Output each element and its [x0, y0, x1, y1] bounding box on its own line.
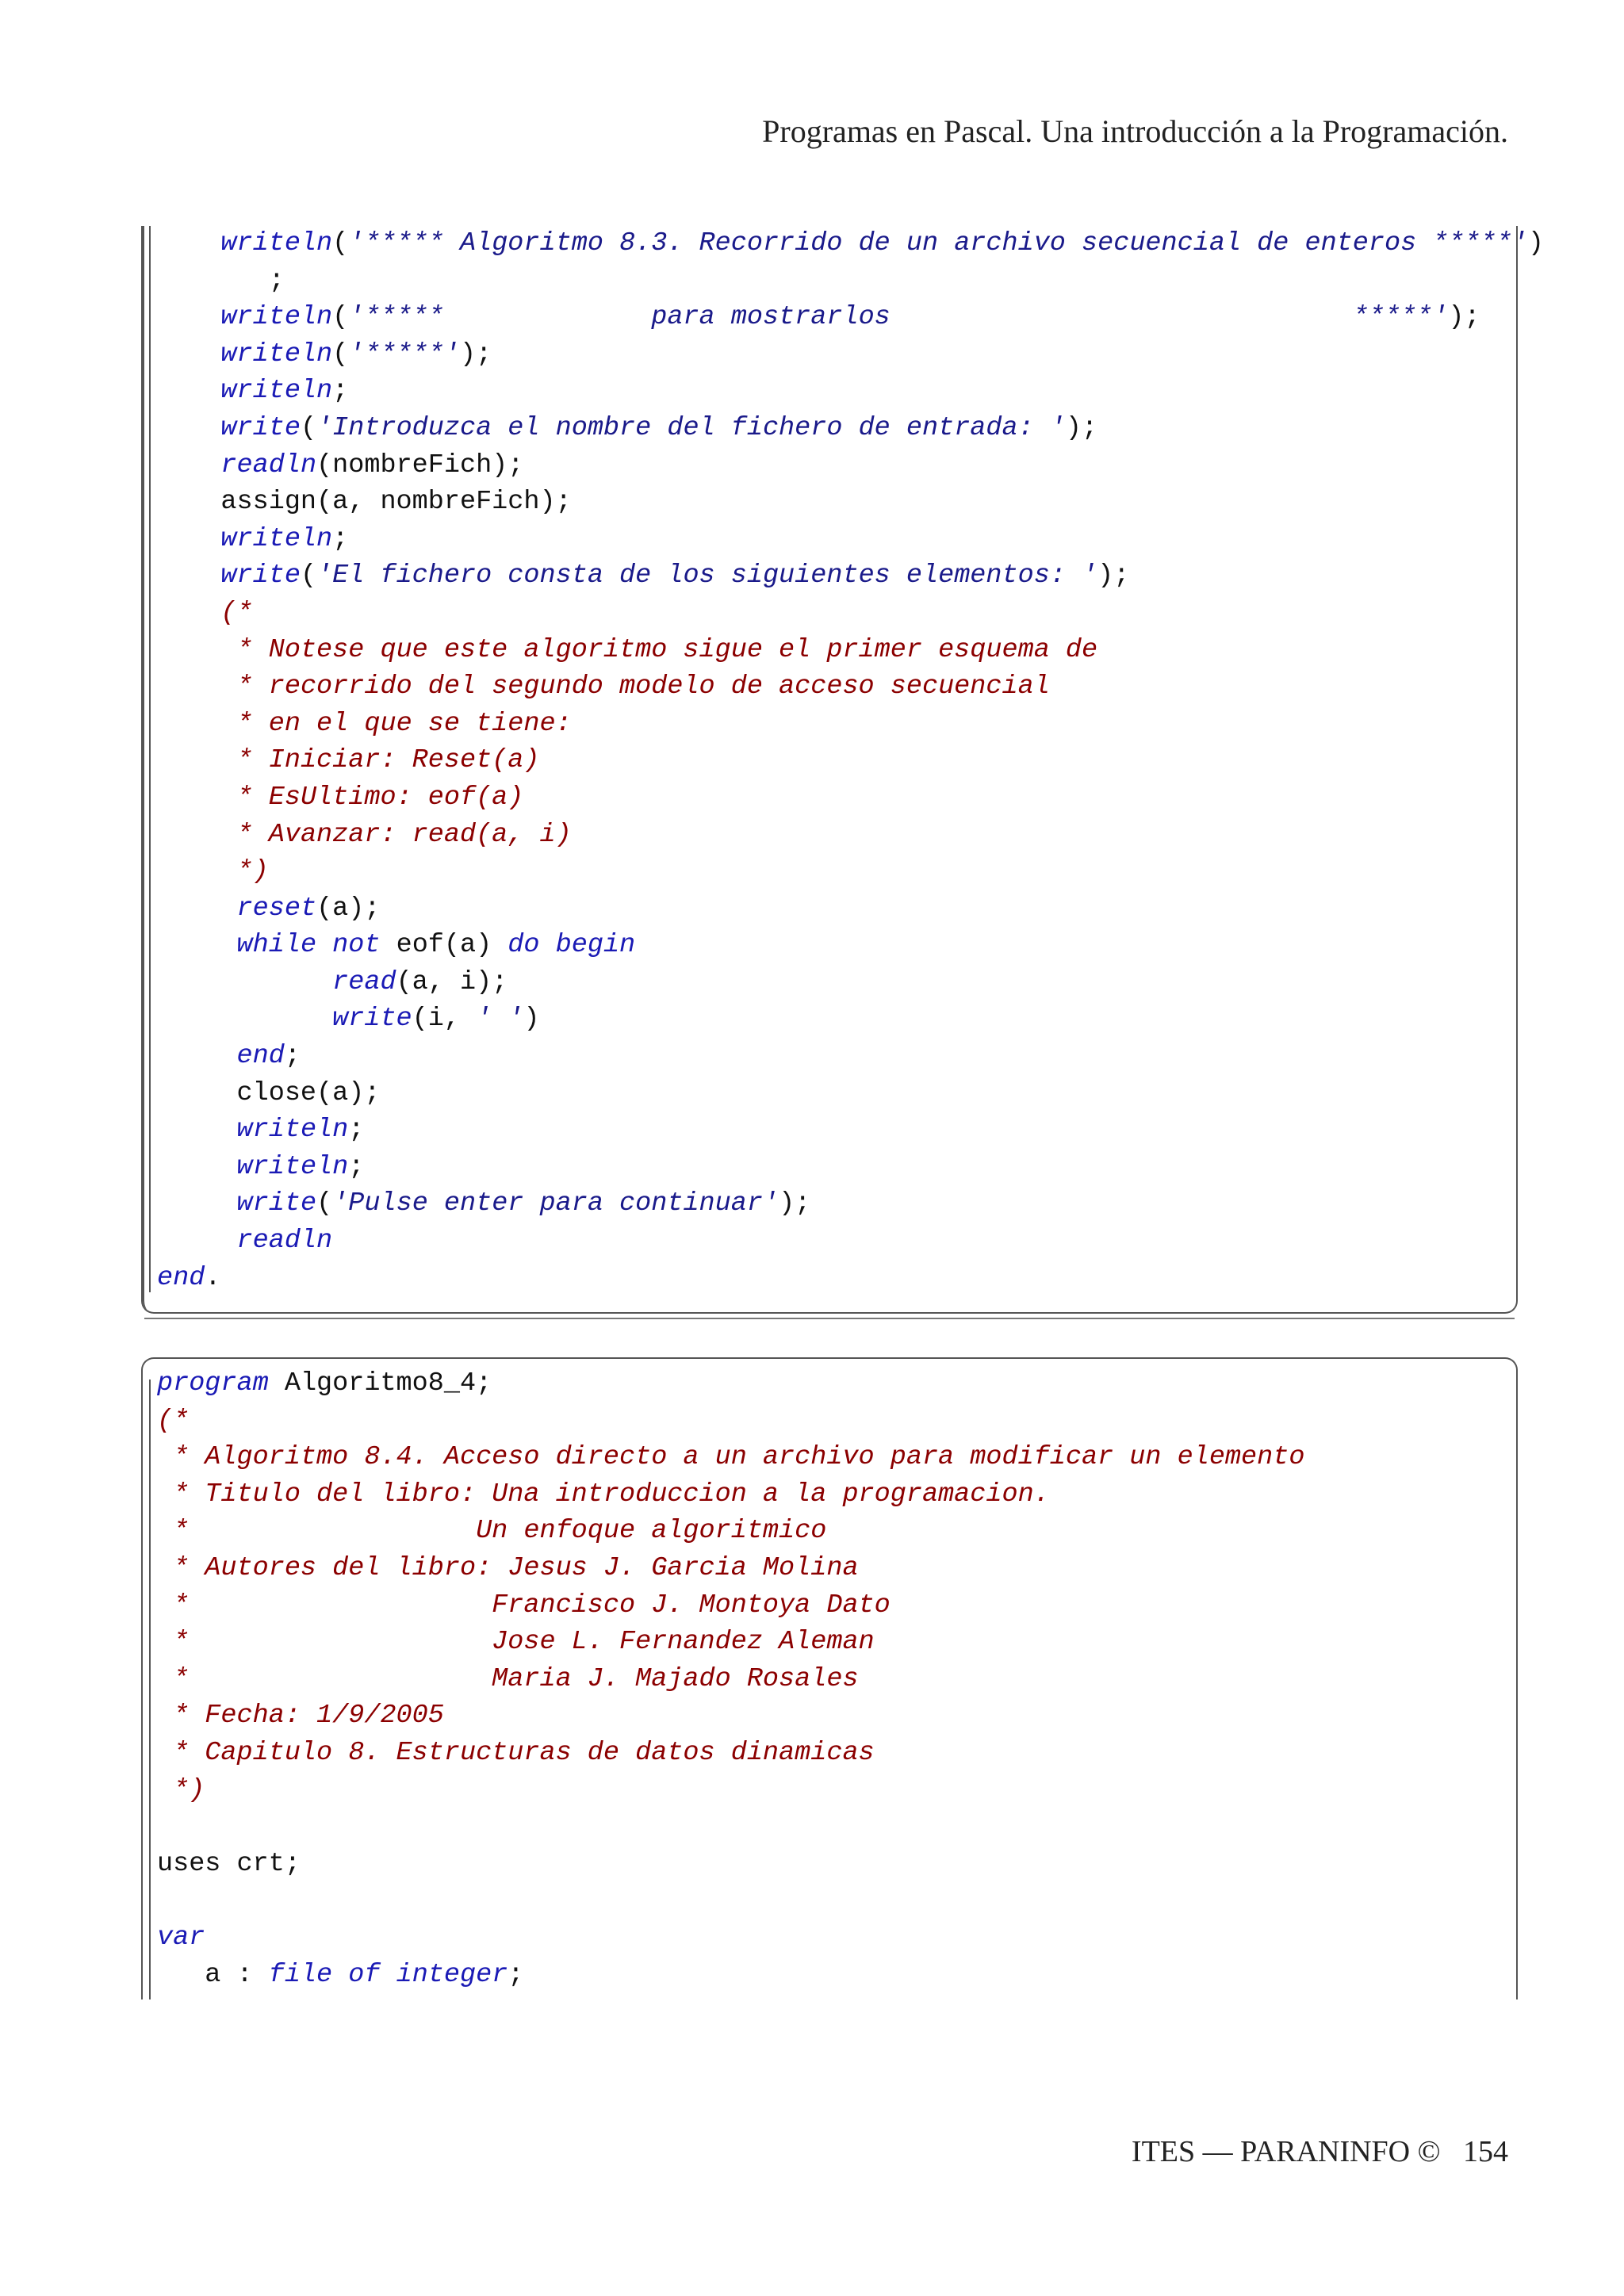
code-keyword: writeln: [220, 523, 333, 554]
code-text: [157, 672, 237, 702]
code-keyword: writeln: [236, 1151, 349, 1182]
code-text: [157, 1115, 237, 1145]
code-text: );: [1097, 561, 1130, 591]
code-comment: * Avanzar: read(a, i): [236, 819, 572, 850]
code-line: [157, 1185, 1544, 1223]
code-keyword: of: [348, 1959, 381, 1990]
code-text: [157, 413, 220, 443]
code-text: (: [332, 228, 349, 258]
code-comment: * Jose L. Fernandez Aleman: [157, 1627, 875, 1658]
code-line: [157, 1402, 1304, 1440]
code-text: [157, 709, 237, 739]
code-comment: (*: [157, 1405, 190, 1436]
code-keyword: file: [268, 1959, 333, 1990]
code-text: [157, 1188, 237, 1219]
code-comment: * Capitulo 8. Estructuras de datos dinamicas: [157, 1737, 875, 1768]
code-keyword: begin: [555, 930, 636, 961]
code-text: [157, 745, 237, 775]
code-text: (: [300, 561, 317, 591]
frame-2-left-rule: [149, 1380, 151, 1999]
code-text: (a, i);: [396, 966, 508, 997]
frame-1-left-rule: [149, 226, 151, 1292]
code-comment: * en el que se tiene:: [236, 708, 572, 739]
code-text: [316, 930, 332, 960]
code-text: );: [1448, 302, 1480, 333]
code-text: [157, 1226, 237, 1256]
code-line: [157, 1476, 1304, 1513]
code-line: [157, 521, 1544, 558]
code-line: [157, 1772, 1304, 1809]
code-line: [157, 410, 1544, 447]
code-text: (i,: [412, 1004, 477, 1035]
code-listing-2: [157, 1365, 1304, 1993]
code-keyword: write: [220, 561, 301, 591]
code-keyword: writeln: [220, 339, 333, 369]
code-line: [157, 817, 1544, 854]
code-line: [157, 595, 1544, 632]
code-string: 'Introduzca el nombre del fichero de entrada: ': [316, 412, 1066, 443]
code-keyword: not: [332, 930, 381, 961]
code-string: '***** Algoritmo 8.3. Recorrido de un archivo secuencial de enteros *****': [348, 228, 1528, 258]
code-string: 'Pulse enter para continuar': [332, 1188, 779, 1219]
code-line: [157, 373, 1544, 410]
code-text: ): [523, 1004, 540, 1035]
code-text: (: [316, 1188, 333, 1219]
code-keyword: readln: [220, 450, 317, 480]
code-keyword: writeln: [220, 302, 333, 333]
code-line: [157, 336, 1544, 373]
code-text: [157, 1041, 237, 1071]
code-text: [157, 450, 220, 480]
code-listing-1: [157, 225, 1544, 1296]
code-text: [332, 1960, 348, 1990]
code-line: [157, 927, 1544, 964]
code-comment: * Titulo del libro: Una introduccion a la programacion.: [157, 1479, 1050, 1510]
running-header: Programas en Pascal. Una introducción a la Programación.: [762, 113, 1508, 149]
code-line: [157, 1808, 1304, 1846]
code-text: [157, 820, 237, 850]
code-text: (: [332, 339, 349, 369]
code-line: [157, 447, 1544, 484]
code-comment: * Algoritmo 8.4. Acceso directo a un archivo para modificar un elemento: [157, 1442, 1305, 1473]
code-text: [157, 635, 237, 665]
code-string: '***** para mostrarlos *****': [348, 302, 1449, 333]
code-text: [157, 930, 237, 960]
code-text: (nombreFich);: [316, 450, 524, 480]
code-text: [157, 302, 220, 332]
code-text: a :: [157, 1959, 269, 1990]
code-text: [157, 524, 220, 554]
code-keyword: do: [508, 930, 540, 961]
code-comment: * recorrido del segundo modelo de acceso secuencial: [236, 672, 1050, 702]
code-text: [540, 930, 556, 960]
code-text: [380, 1960, 396, 1990]
code-text: [157, 598, 220, 628]
code-line: [157, 1223, 1544, 1260]
code-text: ;: [332, 523, 349, 554]
code-keyword: while: [236, 930, 317, 961]
code-line: [157, 1846, 1304, 1883]
code-keyword: writeln: [220, 228, 333, 258]
code-text: );: [779, 1188, 811, 1219]
code-string: ' ': [476, 1004, 524, 1035]
code-text: ;: [284, 1041, 301, 1072]
code-keyword: reset: [236, 893, 317, 924]
code-line: [157, 557, 1544, 595]
code-comment: * Francisco J. Montoya Dato: [157, 1590, 891, 1621]
code-line: [157, 853, 1544, 890]
code-text: .: [205, 1262, 221, 1293]
code-comment: * Fecha: 1/9/2005: [157, 1701, 444, 1732]
code-comment: *): [157, 1774, 205, 1805]
code-text: (: [300, 412, 317, 443]
code-keyword: write: [236, 1188, 317, 1219]
code-comment: * Autores del libro: Jesus J. Garcia Molina: [157, 1552, 859, 1583]
code-keyword: readln: [236, 1226, 333, 1257]
code-line: [157, 890, 1544, 928]
code-string: '*****': [348, 339, 460, 369]
code-line: [157, 262, 1544, 300]
code-text: );: [1065, 412, 1098, 443]
publisher-credit: ITES — PARANINFO ©: [1131, 2135, 1441, 2168]
code-line: [157, 1112, 1544, 1149]
code-comment: * Iniciar: Reset(a): [236, 745, 540, 776]
code-line: [157, 299, 1544, 336]
code-text: [157, 339, 220, 369]
code-text: [157, 967, 332, 997]
code-line: [157, 1661, 1304, 1698]
code-text: close(a);: [157, 1077, 381, 1108]
code-keyword: write: [332, 1004, 412, 1035]
code-text: ;: [157, 265, 285, 296]
code-text: assign(a, nombreFich);: [157, 487, 572, 518]
code-text: [157, 1152, 237, 1182]
code-text: [157, 894, 237, 924]
code-keyword: write: [220, 412, 301, 443]
page-footer: [952, 2134, 1508, 2169]
code-line: [157, 1038, 1544, 1075]
code-keyword: writeln: [220, 376, 333, 407]
code-line: [157, 1513, 1304, 1550]
code-comment: * Maria J. Majado Rosales: [157, 1663, 859, 1694]
code-line: [157, 1365, 1304, 1402]
code-line: [157, 632, 1544, 669]
code-text: Algoritmo8_4;: [268, 1368, 492, 1399]
code-text: ;: [508, 1959, 524, 1990]
code-line: [157, 1697, 1304, 1735]
code-keyword: integer: [396, 1959, 508, 1990]
code-text: ;: [332, 376, 349, 407]
code-line: [157, 225, 1544, 262]
code-line: [157, 706, 1544, 743]
code-line: [157, 1587, 1304, 1624]
code-keyword: end: [157, 1262, 205, 1293]
code-line: [157, 1735, 1304, 1772]
code-text: [157, 561, 220, 591]
code-text: [157, 228, 220, 258]
code-comment: * Un enfoque algoritmico: [157, 1516, 827, 1547]
code-keyword: program: [157, 1368, 269, 1399]
code-keyword: end: [236, 1041, 285, 1072]
code-line: [157, 964, 1544, 1001]
code-comment: * EsUltimo: eof(a): [236, 782, 524, 813]
code-line: [157, 668, 1544, 706]
code-line: [157, 1550, 1304, 1587]
page-number: 154: [1463, 2135, 1508, 2168]
code-text: (: [332, 302, 349, 333]
code-line: [157, 1957, 1304, 1994]
code-text: (a);: [316, 893, 381, 924]
code-line: [157, 1075, 1544, 1112]
code-text: [157, 1004, 332, 1034]
code-keyword: read: [332, 966, 396, 997]
code-text: [157, 856, 237, 886]
code-line: [157, 1439, 1304, 1476]
code-text: ): [1527, 228, 1545, 258]
code-text: ;: [348, 1115, 365, 1146]
code-line: [157, 1001, 1544, 1038]
code-comment: (*: [220, 597, 253, 628]
code-line: [157, 742, 1544, 779]
code-string: 'El fichero consta de los siguientes elementos: ': [316, 561, 1098, 591]
code-text: );: [460, 339, 492, 369]
code-text: ;: [348, 1151, 365, 1182]
code-keyword: writeln: [236, 1115, 349, 1146]
code-text: [157, 376, 220, 406]
code-text: uses crt;: [157, 1848, 301, 1879]
code-comment: *): [236, 856, 269, 887]
code-line: [157, 484, 1544, 521]
code-line: [157, 1882, 1304, 1919]
code-text: eof(a): [380, 930, 508, 961]
code-line: [157, 1919, 1304, 1957]
frame-1-bottom-rule: [144, 1318, 1515, 1319]
code-line: [157, 1149, 1544, 1186]
code-keyword: var: [157, 1922, 205, 1953]
code-comment: * Notese que este algoritmo sigue el primer esquema de: [236, 634, 1098, 665]
code-line: [157, 1624, 1304, 1661]
code-line: [157, 779, 1544, 817]
code-line: [157, 1260, 1544, 1297]
code-text: [157, 783, 237, 813]
